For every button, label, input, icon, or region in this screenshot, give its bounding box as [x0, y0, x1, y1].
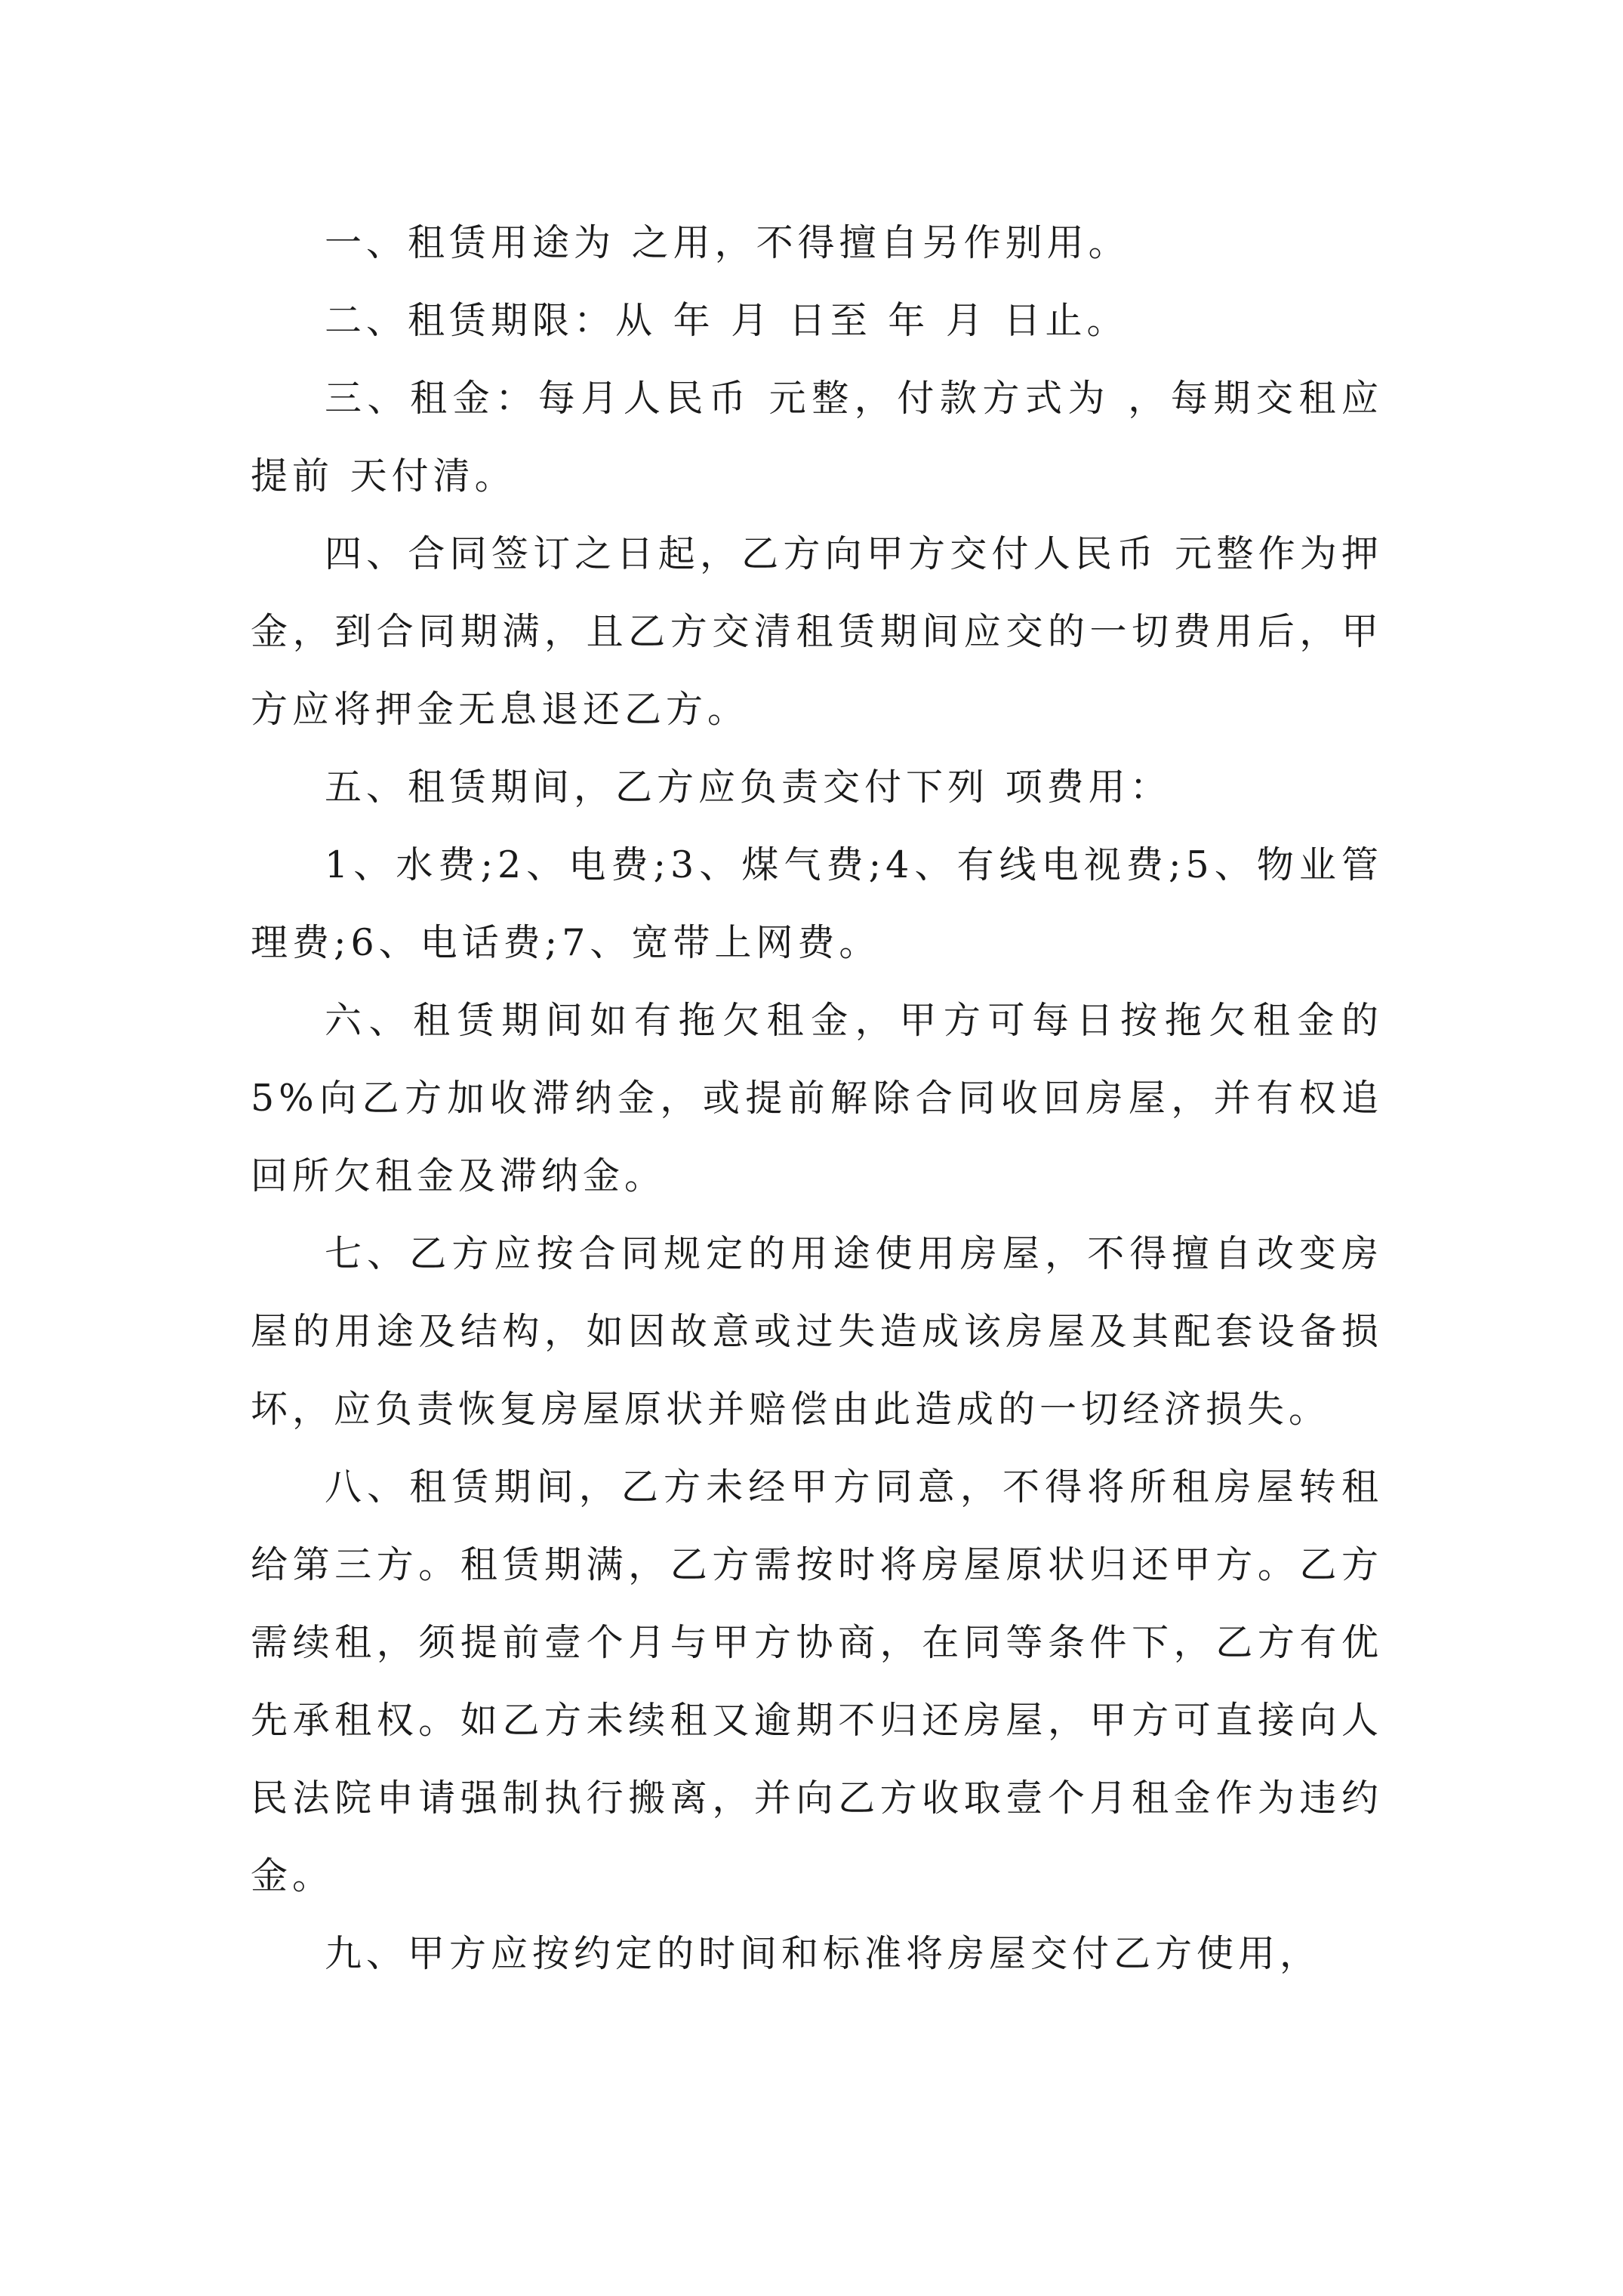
clause-4-deposit: 四、合同签订之日起，乙方向甲方交付人民币 元整作为押金，到合同期满，且乙方交清租赁期间应交的一切费用后，甲方应将押金无息退还乙方。 — [251, 532, 1383, 731]
clause-1-usage: 一、租赁用途为 之用，不得擅自另作别用。 — [325, 221, 1130, 264]
clause-7-usage-damage: 七、乙方应按合同规定的用途使用房屋，不得擅自改变房屋的用途及结构，如因故意或过失造成该房屋及其配套设备损坏，应负责恢复房屋原状并赔偿由此造成的一切经济损失。 — [251, 1232, 1383, 1431]
fee-list: 1、水费;2、电费;3、煤气费;4、有线电视费;5、物业管理费;6、电话费;7、宽带上网费。 — [251, 843, 1383, 964]
clause-9-delivery: 九、甲方应按约定的时间和标准将房屋交付乙方使用， — [325, 1932, 1322, 1975]
clause-5-fees: 五、租赁期间，乙方应负责交付下列 项费用： — [325, 766, 1172, 809]
clause-6-late-payment: 六、租赁期间如有拖欠租金，甲方可每日按拖欠租金的5%向乙方加收滞纳金，或提前解除合同收回房屋，并有权追回所欠租金及滞纳金。 — [251, 999, 1383, 1197]
clause-2-term: 二、租赁期限：从 年 月 日至 年 月 日止。 — [325, 299, 1129, 342]
clause-8-sublease-renewal: 八、租赁期间，乙方未经甲方同意，不得将所租房屋转租给第三方。租赁期满，乙方需按时将房屋原状归还甲方。乙方需续租，须提前壹个月与甲方协商，在同等条件下，乙方有优先承租权。如乙方未续租又逾期不归还房屋，甲方可直接向人民法院申请强制执行搬离，并向乙方收取壹个月租金作为违约金。 — [251, 1465, 1383, 1897]
clause-3-rent: 三、租金：每月人民币 元整，付款方式为 ，每期交租应提前 天付清。 — [251, 377, 1383, 498]
document-body — [251, 204, 1383, 1992]
